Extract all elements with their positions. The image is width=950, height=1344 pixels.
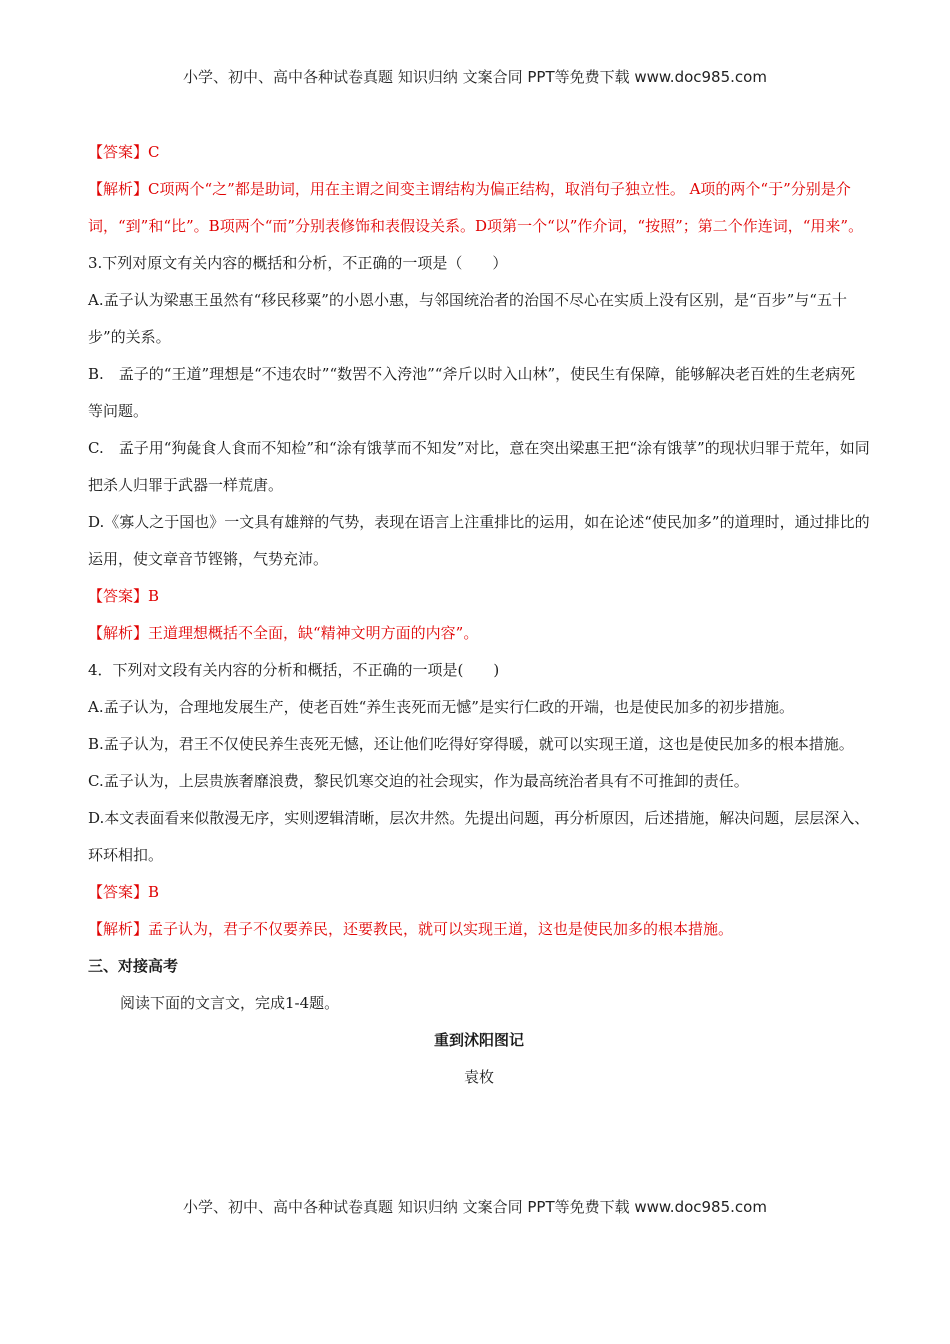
option-b: B. 孟子的“王道”理想是“不违农时”“数罟不入洿池”“斧斤以时入山林”，使民生有保障，能够解决老百姓的生老病死等问题。 [88,365,856,420]
option-c: C. 孟子用“狗彘食人食而不知检”和“涂有饿莩而不知发”对比，意在突出梁惠王把“涂有饿莩”的现状归罪于荒年，如同把杀人归罪于武器一样荒唐。 [88,439,870,494]
section-heading: 三、对接高考 [88,957,179,975]
analysis-text: 孟子认为，君子不仅要养民，还要教民，就可以实现王道，这也是使民加多的根本措施。 [148,920,734,938]
page-header: 小学、初中、高中各种试卷真题 知识归纳 文案合同 PPT等免费下载 www.doc985.com [183,68,767,86]
document-body [88,134,870,1096]
answer-value: B [148,883,160,901]
answer-line: 【答案】C [88,143,160,161]
option-a: A.孟子认为，合理地发展生产，使老百姓“养生丧死而无憾”是实行仁政的开端，也是使民加多的初步措施。 [88,698,794,716]
question-stem: 4．下列对文段有关内容的分析和概括，不正确的一项是( ) [88,661,500,679]
section-instruction: 阅读下面的文言文，完成1-4题。 [120,994,340,1012]
analysis-paragraph: 【解析】王道理想概括不全面，缺“精神文明方面的内容”。 [88,624,479,642]
option-c: C.孟子认为，上层贵族奢靡浪费，黎民饥寒交迫的社会现实，作为最高统治者具有不可推卸的责任。 [88,772,749,790]
answer-value: B [148,587,160,605]
option-a: A.孟子认为梁惠王虽然有“移民移粟”的小恩小惠，与邻国统治者的治国不尽心在实质上没有区别，是“百步”与“五十步”的关系。 [88,291,847,346]
analysis-text: C项两个“之”都是助词，用在主谓之间变主谓结构为偏正结构，取消句子独立性。 A项的两个“于”分别是介词，“到”和“比”。B项两个“而”分别表修饰和表假设关系。D项第一个“以”作介词，“按照”；第二个作连词，“用来”。 [88,180,864,235]
passage-author: 袁枚 [463,1068,494,1086]
page-footer: 小学、初中、高中各种试卷真题 知识归纳 文案合同 PPT等免费下载 www.doc985.com [183,1198,767,1216]
answer-value: C [148,143,160,161]
option-d: D.本文表面看来似散漫无序，实则逻辑清晰，层次井然。先提出问题，再分析原因，后述措施，解决问题，层层深入、环环相扣。 [88,809,870,864]
analysis-text: 王道理想概括不全面，缺“精神文明方面的内容”。 [148,624,479,642]
passage-title: 重到沭阳图记 [433,1031,524,1049]
answer-line: 【答案】B [88,883,160,901]
analysis-paragraph: 【解析】孟子认为，君子不仅要养民，还要教民，就可以实现王道，这也是使民加多的根本措施。 [88,920,734,938]
option-b: B.孟子认为，君王不仅使民养生丧死无憾，还让他们吃得好穿得暖，就可以实现王道，这也是使民加多的根本措施。 [88,735,854,753]
question-stem: 3.下列对原文有关内容的概括和分析，不正确的一项是（ ） [88,254,508,272]
option-d: D.《寡人之于国也》一文具有雄辩的气势，表现在语言上注重排比的运用，如在论述“使民加多”的道理时，通过排比的运用，使文章音节铿锵，气势充沛。 [88,513,870,568]
analysis-paragraph: 【解析】C项两个“之”都是助词，用在主谓之间变主谓结构为偏正结构，取消句子独立性。 A项的两个“于”分别是介词，“到”和“比”。B项两个“而”分别表修饰和表假设关系。D项第一个“以”作介词，“按照”；第二个作连词，“用来”。 [88,180,864,235]
answer-line: 【答案】B [88,587,160,605]
